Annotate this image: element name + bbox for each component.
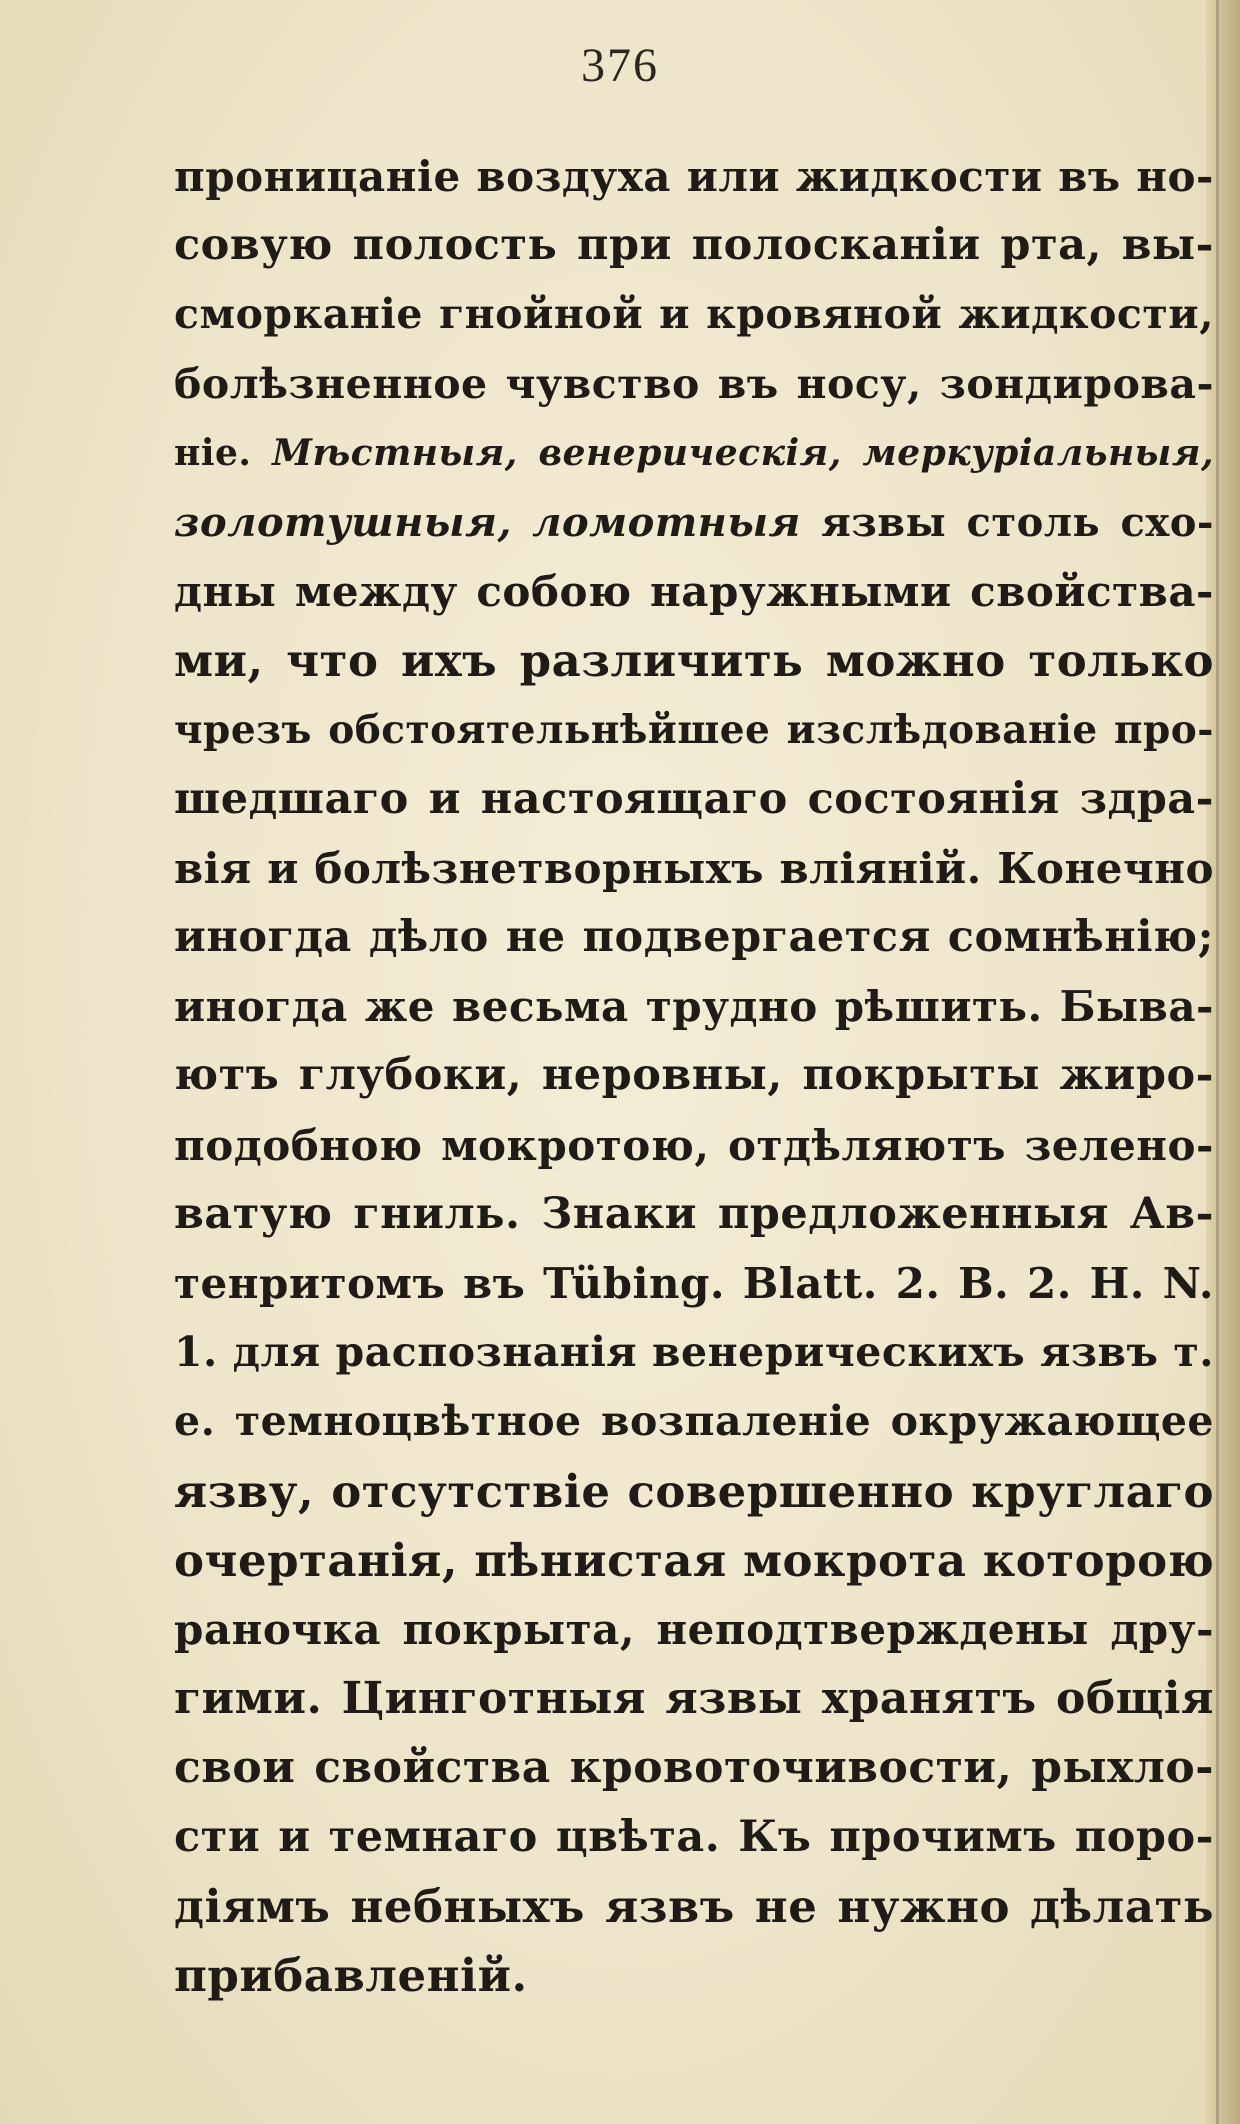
page-number: 376 (581, 39, 659, 92)
text-line: прибавленій. (174, 1948, 528, 2002)
text-line: иногда же весьма трудно рѣшить. Быва- (174, 982, 1214, 1032)
text-line: болѣзненное чувство въ носу, зондирова- (174, 359, 1214, 408)
text-line: совую полость при полосканіи рта, вы- (174, 220, 1214, 271)
text-line: діямъ небныхъ язвъ не нужно дѣлать (174, 1879, 1214, 1933)
text-line: очертанія, пѣнистая мокрота которою (174, 1533, 1215, 1587)
text-line: подобною мокротою, отдѣляютъ зелено- (174, 1120, 1214, 1170)
text-line: язву, отсутствіе совершенно круглаго (174, 1464, 1214, 1518)
text-line: сморканіе гнойной и кровяной жидкости, (174, 290, 1214, 339)
text-line: ютъ глубоки, неровны, покрыты жиро- (174, 1050, 1214, 1101)
text-line: проницаніе воздуха или жидкости въ но- (174, 152, 1214, 201)
text-span: ніе. (174, 431, 273, 474)
italic-text-span: Мѣстныя, венерическія, меркуріальныя, (272, 431, 1215, 474)
text-line: тенритомъ въ Tübing. Blatt. 2. B. 2. H. N. (174, 1259, 1214, 1308)
body-text (174, 142, 1214, 2010)
text-line: вія и болѣзнетворныхъ вліяній. Конечно (174, 843, 1214, 893)
text-line: 1. для распознанія венерическихъ язвъ т. (174, 1328, 1214, 1377)
text-line: ми, что ихъ различить можно только (174, 634, 1214, 688)
text-line (174, 488, 1214, 557)
text-line: иногда дѣло не подвергается сомнѣнію; (174, 912, 1214, 963)
italic-text-span: золотушныя, ломотныя (174, 498, 801, 546)
text-line: ватую гниль. Знаки предложенныя Ав- (174, 1188, 1214, 1239)
text-line: дны между собою наружными свойства- (174, 567, 1214, 617)
text-line: чрезъ обстоятельнѣйшее изслѣдованіе про- (174, 706, 1214, 753)
text-line: раночка покрыта, неподтверждены дру- (174, 1604, 1214, 1654)
text-line: е. темноцвѣтное возпаленіе окружающее (174, 1397, 1214, 1446)
text-line (174, 419, 1214, 488)
text-line: гими. Цинготныя язвы хранятъ общія (174, 1673, 1214, 1725)
text-line: сти и темнаго цвѣта. Къ прочимъ поро- (174, 1811, 1214, 1862)
text-line: свои свойства кровоточивости, рыхло- (174, 1742, 1214, 1794)
text-line: шедшаго и настоящаго состоянія здра- (174, 773, 1214, 824)
text-span: язвы столь схо- (800, 498, 1214, 546)
